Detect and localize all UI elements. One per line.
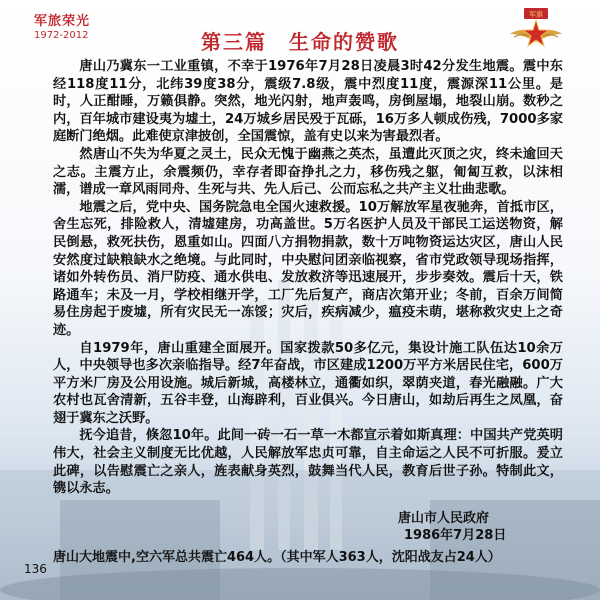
book-years: 1972-2012 [34,30,89,41]
paragraph: 地震之后，党中央、国务院急电全国火速救援。10万解放军星夜驰奔，首抵市区，舍生忘死，排险救人，清墟建房，功高盖世。5万名医护人员及干部民工运送物资，解民倒悬，救死扶伤，恩重如山。四面八方捐物捐款，数十万吨物资运达灾区，唐山人民安然度过缺粮缺水之绝境。与此同时，中央慰问团亲临视察，省市党政领导现场指挥，诸如外转伤员、消尸防疫、通水供电、发放救济等迅速展开，步步奏效。震后十天，铁路通车；未及一月，学校相继开学，工厂先后复产，商店次第开业；冬前，百余万间简易住房起于废墟，所有灾民无一冻馁；灾后，疾病减少，瘟疫未萌，堪称救灾史上之奇迹。 [53,199,563,338]
signature-org: 唐山市人民政府 [398,511,490,526]
paragraph: 然唐山不失为华夏之灵土，民众无愧于幽燕之英杰，虽遭此灭顶之灾，终未逾回天之志。主震方止，余震频仍，幸存者即奋挣扎之力，移伤残之躯，匍匐互救，以沫相濡，谱成一章风雨同舟、生死与共、先人后己、公而忘私之共产主义壮曲悲歌。 [53,146,563,198]
army-emblem-icon [508,4,564,60]
paragraph: 自1979年，唐山重建全面展开。国家拨款50多亿元，集设计施工队伍达10余万人，中央领导也多次亲临指导。经7年奋战，市区建成1200万平方米居民住宅，600万平方米厂房及公用设施。城后新城，高楼林立，通衢如织，翠荫夹道，春光融融。广大农村也瓦舍清新，五谷丰登，山海辟利，百业俱兴。今日唐山，如劫后再生之凤凰，奋翅于冀东之沃野。 [53,340,563,426]
chapter-name: 生命的赞歌 [289,30,399,54]
article-body [53,58,563,498]
paragraph: 唐山乃冀东一工业重镇，不幸于1976年7月28日凌晨3时42分发生地震。震中东经118度11分，北纬39度38分，震级7.8级，震中烈度11度，震源深11公里。是时，人正酣睡，万籁俱静。突然，地光闪射，地声轰鸣，房倒屋塌，地裂山崩。数秒之内，百年城市建设夷为墟土，24万城乡居民殁于瓦砾，16万多人顿成伤残，7000多家庭断门绝烟。此难使京津披创，全国震惊，盖有史以来为害最烈者。 [53,59,563,145]
signature-date: 1986年7月28日 [404,528,507,543]
page-number: 136 [24,562,47,576]
paragraph: 抚今追昔，倏忽10年。此间一砖一石一草一木都宣示着如斯真理：中国共产党英明伟大，社会主义制度无比优越，人民解放军忠贞可靠，自主命运之人民不可折服。爰立此碑，以告慰震亡之亲人，旌表献身英烈，鼓舞当代人民，教育后世子孙。特制此文，镌以永志。 [53,428,563,497]
casualty-footnote: 唐山大地震中,空六军总共震亡464人。（其中军人363人，沈阳战友占24人） [53,550,501,565]
emblem-label: 军旗 [529,10,543,19]
book-title: 军旅荣光 [34,14,91,29]
signature-block [398,510,506,544]
chapter-part: 第三篇 [201,30,267,54]
